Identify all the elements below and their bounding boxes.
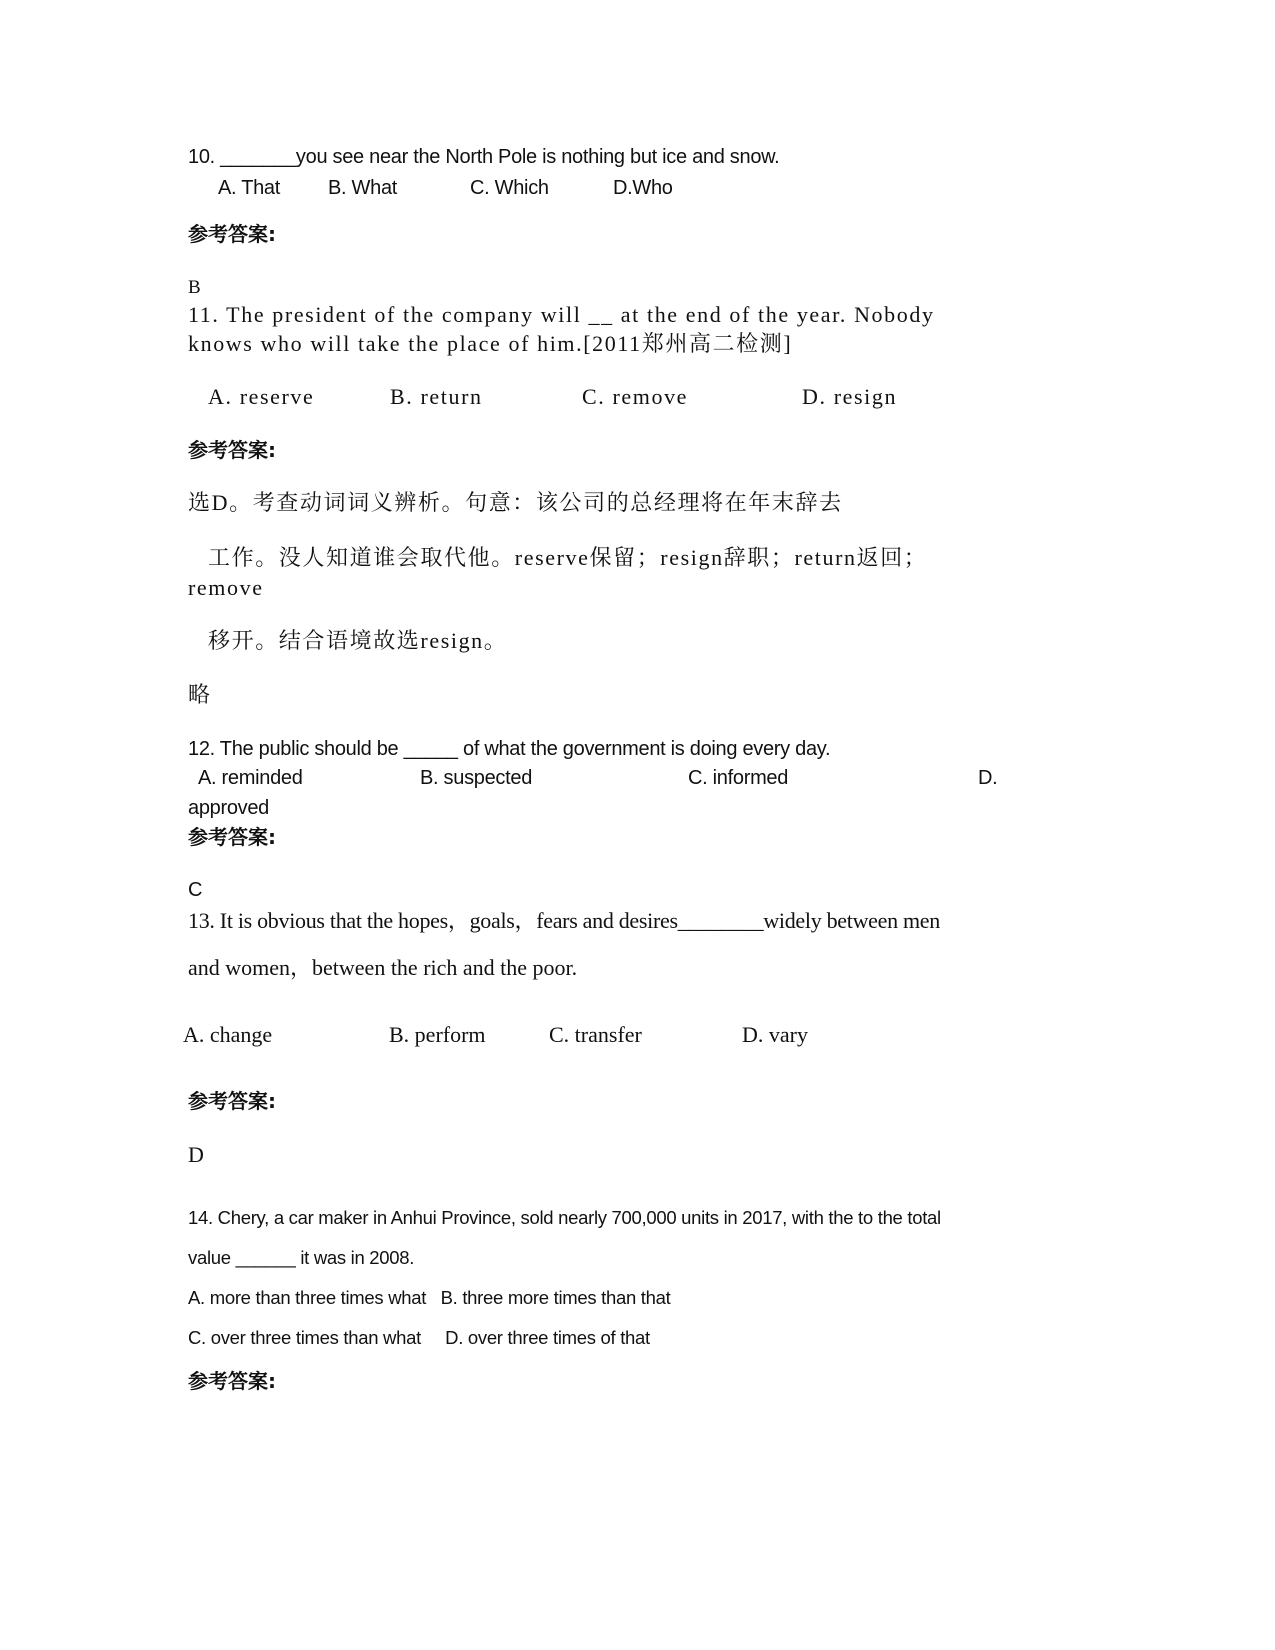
q10-option-c: C. Which — [470, 177, 549, 199]
q13-option-c: C. transfer — [549, 1022, 642, 1047]
q12-stem: 12. The public should be _____ of what the government is doing every day. — [188, 738, 831, 760]
q14-options-cd: C. over three times than what D. over three times of that — [188, 1327, 650, 1348]
q11-option-b: B. return — [390, 384, 483, 409]
q13-option-d: D. vary — [742, 1022, 808, 1047]
q14-stem-line2: value ______ it was in 2008. — [188, 1247, 415, 1268]
q11-option-c: C. remove — [582, 384, 689, 409]
q13-option-a: A. change — [183, 1022, 273, 1047]
q12-answer-label: 参考答案: — [188, 825, 276, 849]
q11-option-d: D. resign — [802, 384, 898, 409]
q11-explanation-1: 选D。考查动词词义辨析。句意：该公司的总经理将在年末辞去 — [188, 490, 843, 515]
q10-stem: 10. _______you see near the North Pole is nothing but ice and snow. — [188, 146, 780, 168]
q10-answer-label: 参考答案: — [188, 222, 276, 246]
q13-option-b: B. perform — [389, 1022, 486, 1047]
q13-answer: D — [188, 1142, 204, 1167]
q11-explanation-4: 移开。结合语境故选resign。 — [208, 628, 508, 653]
q11-note: 略 — [188, 682, 212, 707]
q12-option-a: A. reminded — [198, 767, 303, 789]
q13-answer-label: 参考答案: — [188, 1089, 276, 1113]
q14-stem-line1: 14. Chery, a car maker in Anhui Province, sold nearly 700,000 units in 2017, with the to the total — [188, 1207, 941, 1228]
q12-option-d-text: approved — [188, 797, 269, 819]
q11-option-a: A. reserve — [208, 384, 315, 409]
q12-option-b: B. suspected — [420, 767, 533, 789]
q11-answer-label: 参考答案: — [188, 438, 276, 462]
q12-option-c: C. informed — [688, 767, 789, 789]
q12-answer: C — [188, 879, 203, 901]
q12-option-d: D. — [978, 767, 998, 789]
q10-answer: B — [188, 277, 201, 298]
q11-explanation-3: remove — [188, 575, 264, 600]
q14-answer-label: 参考答案: — [188, 1369, 276, 1393]
q14-options-ab: A. more than three times what B. three more times than that — [188, 1287, 671, 1308]
q11-stem-line1: 11. The president of the company will __ at the end of the year. Nobody — [188, 302, 935, 327]
q13-stem-line1: 13. It is obvious that the hopes，goals，fears and desires________widely between men — [188, 908, 940, 933]
q13-stem-line2: and women，between the rich and the poor. — [188, 955, 578, 980]
q10-option-b: B. What — [328, 177, 398, 199]
q11-stem-line2: knows who will take the place of him.[2011郑州高二检测] — [188, 331, 793, 356]
q10-option-a: A. That — [218, 177, 281, 199]
q11-explanation-2: 工作。没人知道谁会取代他。reserve保留；resign辞职；return返回； — [208, 545, 928, 570]
q10-option-d: D.Who — [613, 177, 673, 199]
